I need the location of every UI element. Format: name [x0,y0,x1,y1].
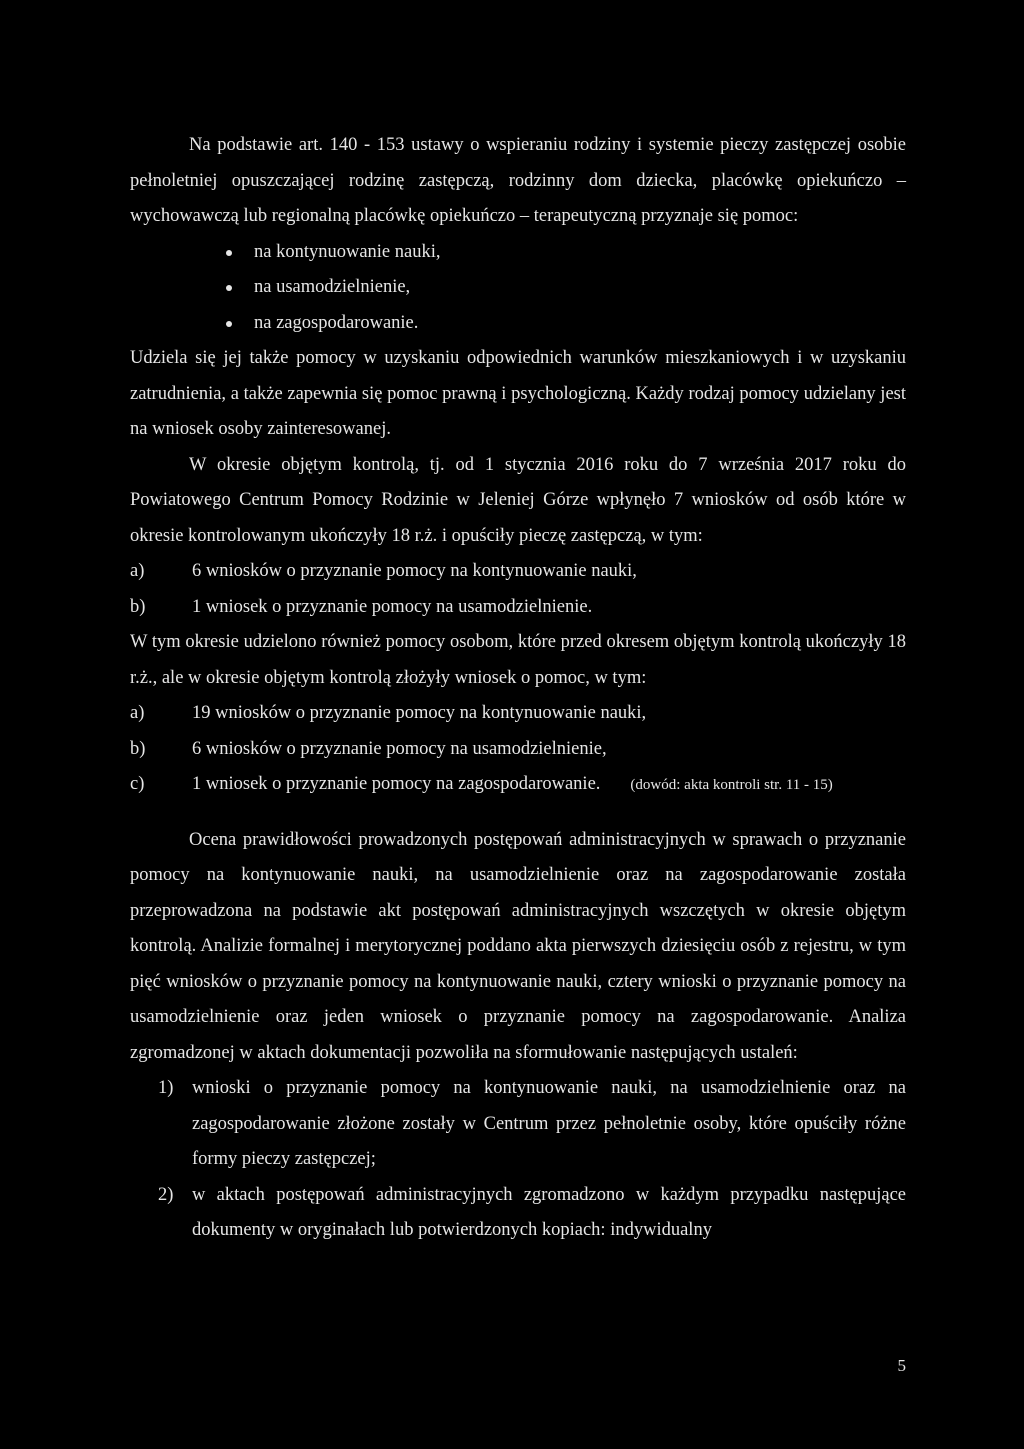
bullet-icon [226,285,232,291]
list-item: na zagospodarowanie. [226,306,906,342]
assistance-paragraph: Udziela się jej także pomocy w uzyskaniu odpowiednich warunków mieszkaniowych i w uzyskaniu zatrudnienia, a także zapewnia się pomoc prawną i psychologiczną. Każdy rodzaj pomocy udzielany jest na wniosek osoby zainteresowanej. [130,348,906,439]
document-body [130,128,906,1249]
intro-paragraph: Na podstawie art. 140 - 153 ustawy o wspieraniu rodziny i systemie pieczy zastępczej osobie pełnoletniej opuszczającej rodzinę zastępczą, rodzinny dom dziecka, placówkę opiekuńczo – wychowawczą lub regionalną placówkę opiekuńczo – terapeutyczną przyznaje się pomoc: [130,135,906,226]
applications-list [130,554,906,625]
bullet-icon [226,250,232,256]
list-item: 1) wnioski o przyznanie pomocy na kontynuowanie nauki, na usamodzielnienie oraz na zagospodarowanie złożone zostały w Centrum przez pełnoletnie osoby, które opuściły różne formy pieczy zastępczej; [158,1078,906,1169]
applications-list-2 [130,696,906,804]
list-item: na kontynuowanie nauki, [226,235,906,271]
list-item: 2) w aktach postępowań administracyjnych zgromadzono w każdym przypadku następujące dokumenty w oryginałach lub potwierdzonych kopiach: indywidualny [158,1184,906,1240]
list-item: b) 6 wniosków o przyznanie pomocy na usamodzielnienie, [130,738,607,759]
list-item: a) 6 wniosków o przyznanie pomocy na kontynuowanie nauki, [130,561,637,581]
assessment-paragraph: Ocena prawidłowości prowadzonych postępowań administracyjnych w sprawach o przyznanie pomocy na kontynuowanie nauki, na usamodzielnienie oraz na zagospodarowanie została przeprowadzona na podstawie akt postępowań administracyjnych wszczętych w okresie objętym kontrolą. Analizie formalnej i merytorycznej poddano akta pierwszych dziesięciu osób z rejestru, w tym pięć wniosków o przyznanie pomocy na kontynuowanie nauki, cztery wnioski o przyznanie pomocy na usamodzielnienie oraz jeden wniosek o przyznanie pomocy na zagospodarowanie. Analiza zgromadzonej w aktach dokumentacji pozwoliła na sformułowanie następujących ustaleń: [130,829,906,1063]
period-paragraph: W okresie objętym kontrolą, tj. od 1 stycznia 2016 roku do 7 września 2017 roku do Powiatowego Centrum Pomocy Rodzinie w Jeleniej Górze wpłynęło 7 wniosków od osób które w okresie kontrolowanym ukończyły 18 r.ż. i opuściły pieczę zastępczą, w tym: [130,454,906,546]
list-item: c) 1 wniosek o przyznanie pomocy na zagospodarowanie. (dowód: akta kontroli str. 11 - 15) [130,774,833,794]
page-number: 5 [897,1356,906,1375]
list-item: b) 1 wniosek o przyznanie pomocy na usamodzielnienie. [130,596,593,617]
bullet-icon [226,321,232,327]
list-item: a) 19 wniosków o przyznanie pomocy na kontynuowanie nauki, [130,703,647,723]
also-paragraph: W tym okresie udzielono również pomocy osobom, które przed okresem objętym kontrolą ukończyły 18 r.ż., ale w okresie objętym kontrolą złożyły wniosek o pomoc, w tym: [130,632,906,688]
list-item: na usamodzielnienie, [226,270,906,306]
aid-types-list [130,235,906,342]
evidence-note: (dowód: akta kontroli str. 11 - 15) [630,777,833,793]
findings-list [130,1071,906,1249]
